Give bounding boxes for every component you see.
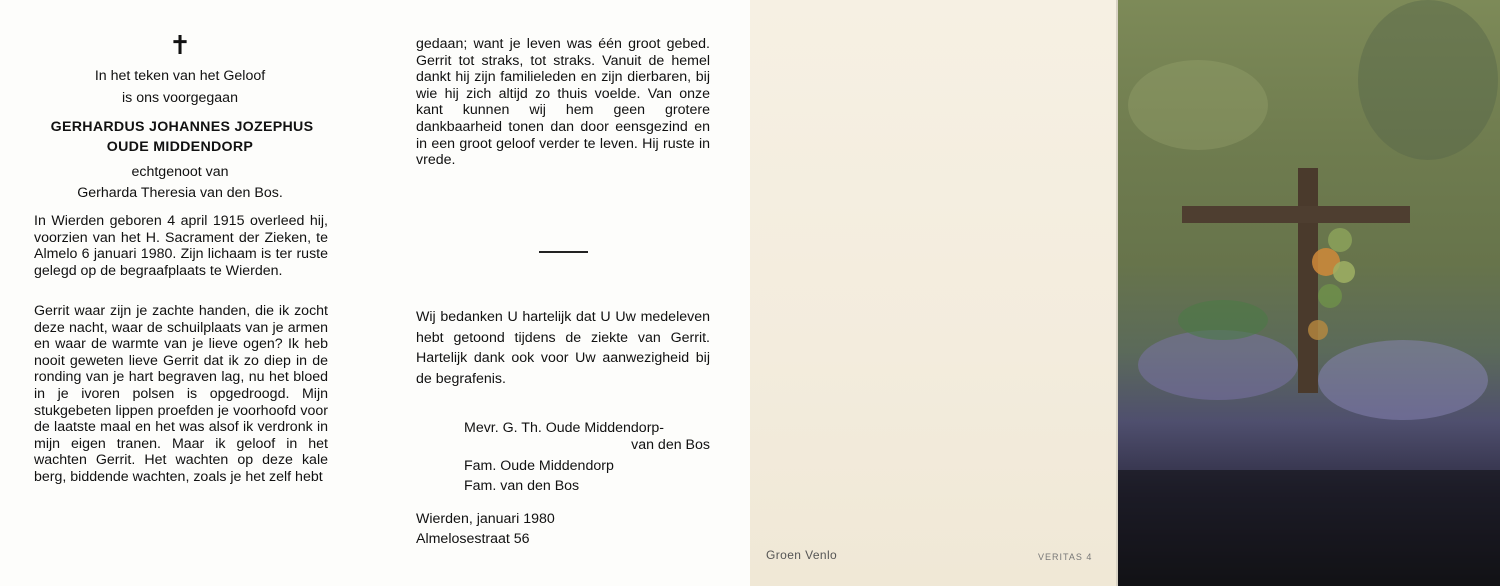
address: Almelosestraat 56 xyxy=(416,531,530,547)
intro-line-2: is ons voorgegaan xyxy=(122,90,238,106)
cross-icon: ✝ xyxy=(169,30,191,60)
spouse-intro: echtgenoot van xyxy=(131,164,229,180)
plant-leaf xyxy=(1333,261,1355,283)
poem-continued: gedaan; want je leven was één groot gebed. Gerrit tot straks, tot straks. Vanuit de hemel dankt hij zijn familieleden en zijn dierbaren, bij wie hij zich altijd zo thuis voelde. Van onze kant kunnen wij hem geen grotere dankbaarheid tonen dan door eensgezind en in een groot geloof verder te leven. Hij ruste in vrede. xyxy=(416,36,710,169)
spouse-name: Gerharda Theresia van den Bos. xyxy=(77,185,283,201)
signatory-1-cont: van den Bos xyxy=(631,437,710,453)
intro-line-1: In het teken van het Geloof xyxy=(94,68,266,84)
cross-illustration xyxy=(1118,0,1500,586)
cross-beam xyxy=(1182,206,1410,223)
signatory-2: Fam. Oude Middendorp xyxy=(464,458,614,474)
biography: In Wierden geboren 4 april 1915 overleed hij, voorzien van het H. Sacrament der Zieken, te Almelo 6 januari 1980. Zijn lichaam is ter ruste gelegd op de begraafplaats te Wierden. xyxy=(34,213,328,279)
card-panel-left xyxy=(0,0,375,586)
shadow-ground xyxy=(1118,470,1500,586)
plant-leaf xyxy=(1328,228,1352,252)
poem: Gerrit waar zijn je zachte handen, die ik zocht deze nacht, waar de schuilplaats van je armen en waar de warmte van je lieve ogen? Ik heb nooit geweten lieve Gerrit dat ik zo diep in de ronding van je hart begraven lag, nu het bloed in je ivoren polsen is opgedroogd. Mijn stukgebeten lippen proefden je voorhoofd voor de laatste maal en het was alsof ik verdronk in mijn eigen tranen. Maar ik geloof in het wachten Gerrit. Het wachten op deze kale berg, biddende wachten, zoals je het zelf hebt xyxy=(34,303,328,485)
deceased-name-line-2: OUDE MIDDENDORP xyxy=(106,139,254,155)
place-date: Wierden, januari 1980 xyxy=(416,511,555,527)
card-panel-inner xyxy=(375,0,750,586)
plant-leaf xyxy=(1308,320,1328,340)
plant-leaf xyxy=(1318,284,1342,308)
thanks-text: Wij bedanken U hartelijk dat U Uw medeleven hebt getoond tijdens de ziekte van Gerrit. Hartelijk dank ook voor Uw aanwezigheid bij de begrafenis. xyxy=(416,309,710,387)
signatory-1: Mevr. G. Th. Oude Middendorp- xyxy=(464,420,665,436)
printer-name: Groen Venlo xyxy=(766,548,838,562)
series-code: VERITAS 4 xyxy=(1038,552,1093,562)
cross-post xyxy=(1298,168,1318,393)
divider xyxy=(539,251,588,253)
signatory-3: Fam. van den Bos xyxy=(464,478,580,494)
cover-photo xyxy=(1118,0,1500,586)
deceased-name-line-1: GERHARDUS JOHANNES JOZEPHUS xyxy=(50,119,314,135)
card-panel-back xyxy=(750,0,1118,586)
